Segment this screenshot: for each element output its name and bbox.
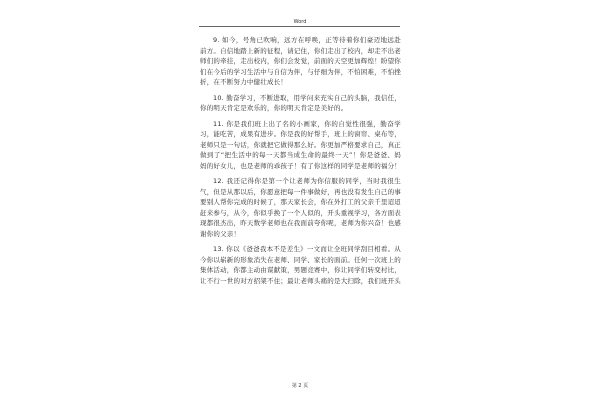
paragraph-12: 12. 我还记得你是第一个让老师为你信服的同学，当时我很生气，但是从那以后，你愿意把每一件事做好，再也没有发生自己的事要别人帮你完成的时候了，那天家长会，你在外打工的父亲千里迢迢赶来参与，从今，你似乎换了一个人似的，开头重视学习，各方面表现都很杰出，昨天数学老师也在我面前夸你呢，老师为你兴奋！也感谢你的父亲！ bbox=[200, 177, 401, 238]
page-header-title: Word bbox=[293, 19, 307, 25]
paragraph-13: 13. 你以《爸爸我本不是差生》一文而让全班同学刮目相看。从今你以崭新的形象消失在老师、同学、家长的面前。任何一次班上的集体活动，你都主动由谋献策，男题竞赛中，你让同学们转变村比，让不行一世的对方招架不住；最让老师头痛的是大扫除，我们班开头 bbox=[200, 245, 401, 285]
header-divider bbox=[199, 26, 400, 27]
page-number-footer: 第 2 页 bbox=[291, 383, 309, 389]
paragraph-11: 11. 你是我们班上出了名的小画家，你的自觉性很强，勤奋学习，能吃苦，成果有进步。你是我的好帮手，班上的窗帘、桌布等，老师只是一句话，你就把它做得那么好。你更加严格要求自己，真正做到了“把生活中的每一天都当成生命的最终一天”！你是爸爸、妈妈的好女儿，也是老师的乖孩子！有了你这样的同学是老师的福分！ bbox=[200, 119, 401, 170]
paragraph-10: 10. 勤奋学习，不断进取，用学问来充实自己的头脑，我信任，你的明天肯定是欢乐的，你的明天肯定是美好的。 bbox=[200, 93, 401, 112]
paragraph-9: 9. 如今，号角已吹响，远方在呼唤，正等待着你们豪迈地远赴前方。自信地踏上新的征程，请记住，你们走出了校内，却走不出老师们的牵挂，走出校内，你们会发觉，前面的天空更加辉煌！盼望你们在今后的学习生活中与自信为伴，与仔细为伴，不怕困难，不怕挫折，在不断努力中健壮成长！ bbox=[200, 36, 401, 86]
document-body bbox=[200, 35, 401, 383]
